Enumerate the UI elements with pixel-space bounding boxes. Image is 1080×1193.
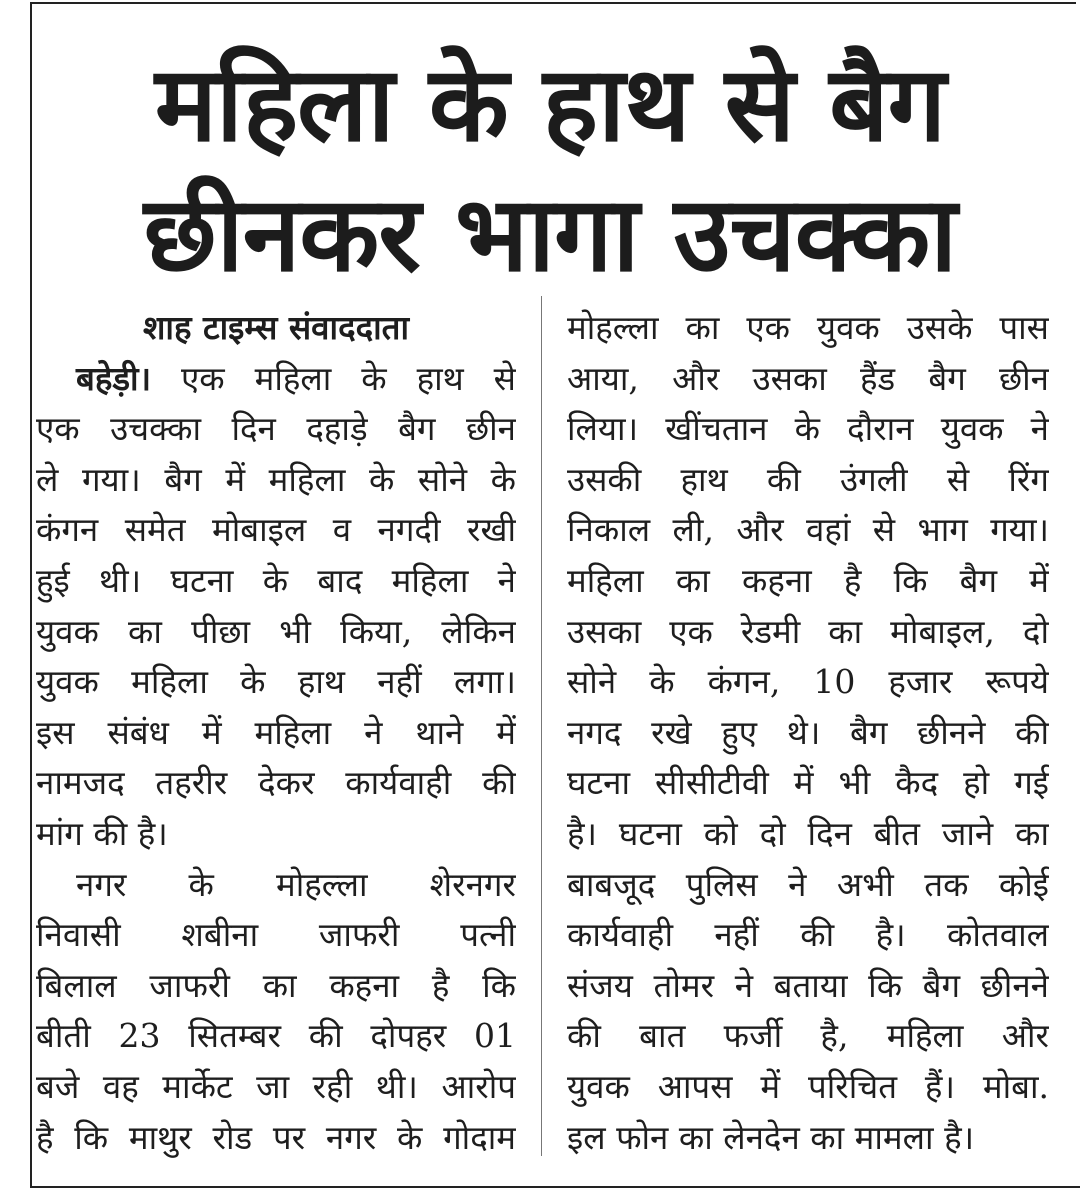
article-text: एक महिला के हाथ से [181,358,516,398]
byline: शाह टाइम्स संवाददाता [142,308,410,347]
article-line: बाबजूद पुलिस ने अभी तक कोई [567,864,1049,904]
article-line: मोहल्ला का एक युवक उसके पास [567,308,1049,347]
article-line: संजय तोमर ने बताया कि बैग छीनने [567,965,1049,1005]
article-line: उसका एक रेडमी का मोबाइल, दो [567,611,1049,651]
article-line: बिलाल जाफरी का कहना है कि [36,965,516,1005]
bottom-border-rule [30,1186,1080,1188]
article-line: नगद रखे हुए थे। बैग छीनने की [567,712,1049,752]
article-line: बीती 23 सितम्बर की दोपहर 01 [36,1016,516,1056]
top-border-rule [32,2,1076,4]
article-line: युवक आपस में परिचित हैं। मोबा. [567,1066,1049,1106]
article-line: आया, और उसका हैंड बैग छीन [567,358,1049,398]
article-line: है। घटना को दो दिन बीत जाने का [567,813,1049,853]
article-line: इस संबंध में महिला ने थाने में [36,712,516,752]
article-line: निवासी शबीना जाफरी पत्नी [36,915,516,955]
article-line: युवक महिला के हाथ नहीं लगा। [36,662,516,702]
article-line: है कि माथुर रोड पर नगर के गोदाम [36,1117,516,1157]
article-line: ले गया। बैग में महिला के सोने के [36,459,516,499]
column-divider [541,296,542,1156]
article-line: महिला का कहना है कि बैग में [567,560,1049,600]
article-line: बजे वह मार्केट जा रही थी। आरोप [36,1066,516,1106]
article-line: युवक का पीछा भी किया, लेकिन [36,611,516,651]
headline-line-2: छीनकर भागा उचक्का [143,173,957,295]
article-line: हुई थी। घटना के बाद महिला ने [36,560,516,600]
article-line: सोने के कंगन, 10 हजार रूपये [567,662,1049,702]
headline-line-1: महिला के हाथ से बैग [154,43,946,165]
article-line: की बात फर्जी है, महिला और [567,1016,1049,1056]
right-column [567,303,1049,1163]
left-column [36,303,516,1163]
article-line: इल फोन का लेनदेन का मामला है। [567,1117,975,1157]
article-line: एक उचक्का दिन दहाड़े बैग छीन [36,409,516,449]
left-border-rule [30,2,32,1188]
article-line [36,354,516,405]
article-line: निकाल ली, और वहां से भाग गया। [567,510,1049,550]
article-line: उसकी हाथ की उंगली से रिंग [567,459,1049,499]
article-line: नामजद तहरीर देकर कार्यवाही की [36,763,516,803]
article-line: लिया। खींचतान के दौरान युवक ने [567,409,1049,449]
article-line: कार्यवाही नहीं की है। कोतवाल [567,915,1049,955]
article-line: नगर के मोहल्ला शेरनगर [76,864,516,904]
dateline: बहेड़ी। [76,358,152,398]
article-line: कंगन समेत मोबाइल व नगदी रखी [36,510,516,550]
article-line: घटना सीसीटीवी में भी कैद हो गई [567,763,1049,803]
article-line: मांग की है। [36,813,168,853]
